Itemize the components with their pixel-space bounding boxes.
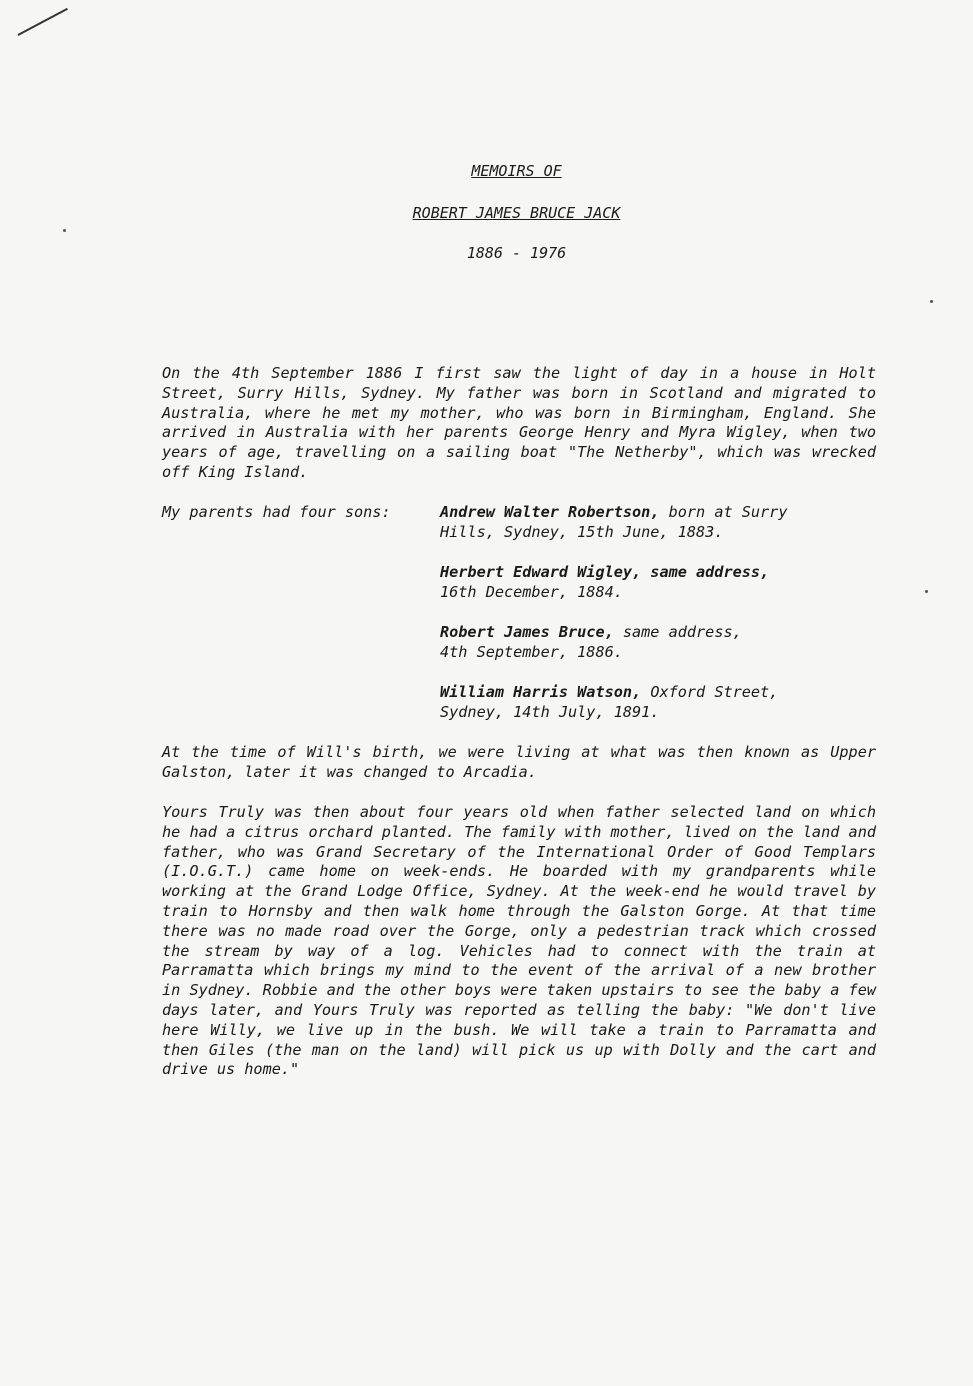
- son-detail: 16th December, 1884.: [440, 582, 623, 601]
- speck: [930, 300, 933, 303]
- pen-mark: [18, 8, 68, 36]
- paragraph-birth: On the 4th September 1886 I first saw the light of day in a house in Holt Street, Surry Hills, Sydney. My father was born in Scotland and migrated to Australia, where he met my mother, who was born in Birmingham, England. She arrived in Australia with her parents George Henry and Myra Wigley, when two years of age, travelling on a sailing boat "The Netherby", which was wrecked off King Island.: [162, 364, 876, 481]
- son-entry: [440, 683, 880, 723]
- son-entry: [440, 623, 880, 663]
- speck: [63, 229, 66, 232]
- title-memoirs-of: MEMOIRS OF: [471, 162, 562, 180]
- son-entry: [440, 563, 880, 603]
- title-years: 1886 - 1976: [466, 244, 567, 262]
- son-entry: [440, 503, 880, 543]
- son-name: William Harris Watson,: [440, 683, 642, 701]
- sons-label: My parents had four sons:: [162, 503, 391, 521]
- son-detail: same address,: [613, 623, 742, 641]
- speck: [925, 590, 928, 593]
- son-detail: Oxford Street,: [641, 683, 779, 701]
- paragraph-will-birth: At the time of Will's birth, we were living at what was then known as Upper Galston, later it was changed to Arcadia.: [162, 743, 876, 781]
- son-detail: 4th September, 1886.: [440, 642, 623, 661]
- son-name: Andrew Walter Robertson,: [440, 503, 660, 521]
- son-detail: Sydney, 14th July, 1891.: [440, 702, 660, 721]
- son-name: Robert James Bruce,: [440, 623, 614, 641]
- paragraph-orchard: Yours Truly was then about four years old when father selected land on which he had a citrus orchard planted. The family with mother, lived on the land and father, who was Grand Secretary of the International Order of Good Templars (I.O.G.T.) came home on week-ends. He boarded with my grandparents while working at the Grand Lodge Office, Sydney. At the week-end he would travel by train to Hornsby and then walk home through the Galston Gorge. At that time there was no made road over the Gorge, only a pedestrian track which crossed the stream by way of a log. Vehicles had to connect with the train at Parramatta which brings my mind to the event of the arrival of a new brother in Sydney. Robbie and the other boys were taken upstairs to see the baby a few days later, and Yours Truly was reported as telling the baby: "We don't live here Willy, we live up in the bush. We will take a train to Parramatta and then Giles (the man on the land) will pick us up with Dolly and the cart and drive us home.": [162, 803, 876, 1079]
- son-detail: born at Surry: [659, 503, 788, 521]
- son-name: Herbert Edward Wigley, same address,: [440, 563, 770, 581]
- son-detail: Hills, Sydney, 15th June, 1883.: [440, 522, 724, 541]
- title-author-name: ROBERT JAMES BRUCE JACK: [412, 204, 621, 222]
